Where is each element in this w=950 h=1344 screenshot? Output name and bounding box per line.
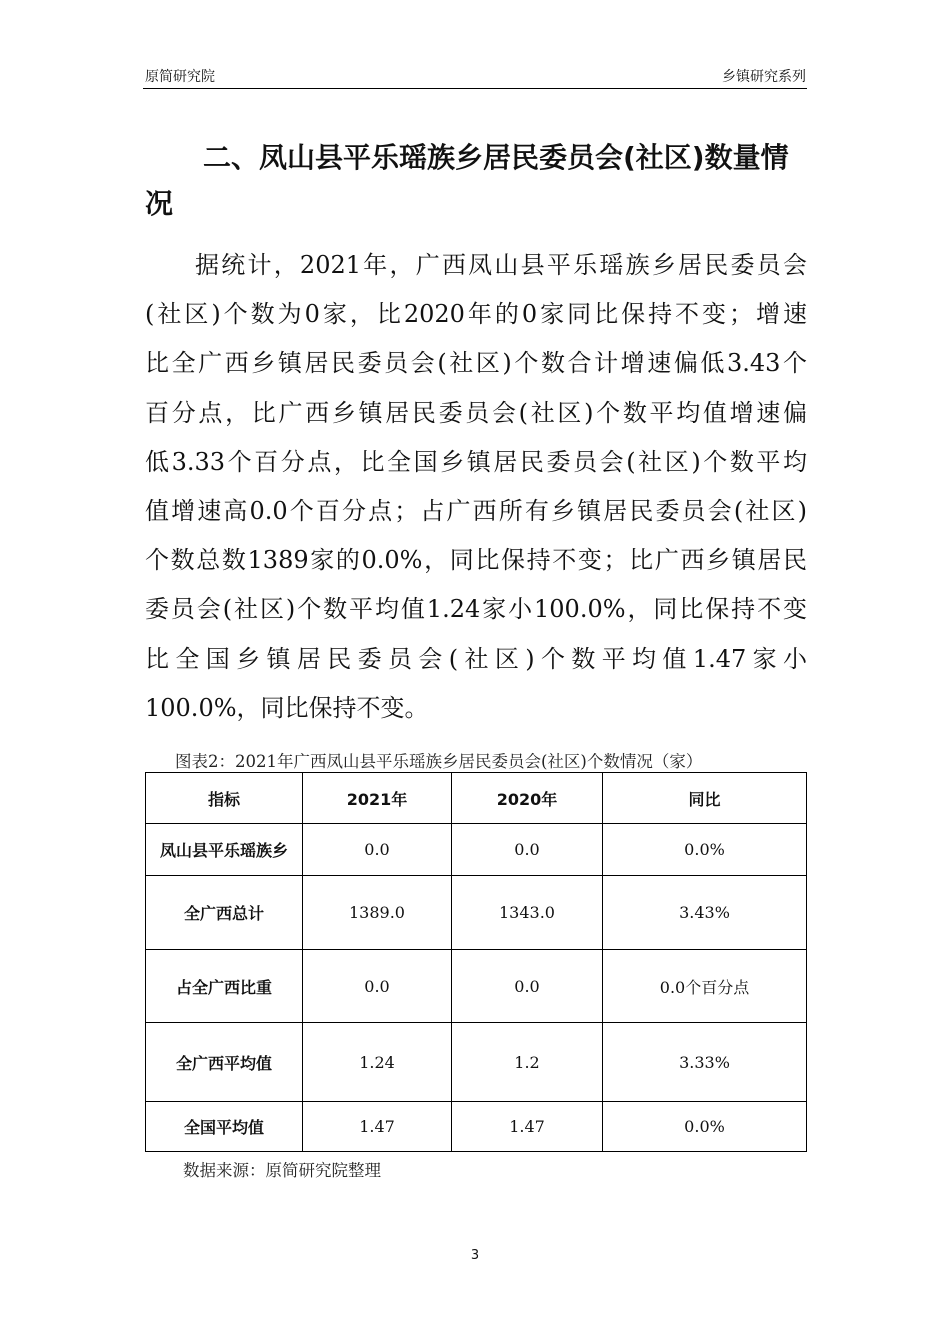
- paragraph-line: 100.0%，同比保持不变。: [145, 693, 429, 722]
- paragraph-line: 比全国乡镇居民委员会(社区)个数平均值1.47家小: [145, 644, 807, 673]
- paragraph-line: 百分点，比广西乡镇居民委员会(社区)个数平均值增速偏: [145, 398, 807, 427]
- cell: 0.0: [452, 950, 603, 1023]
- cell: 3.43%: [603, 876, 807, 950]
- row-label: 占全广西比重: [146, 950, 303, 1023]
- table-header-row: [146, 773, 807, 824]
- table-row: [146, 1102, 807, 1152]
- header-divider: [143, 88, 807, 89]
- header-cell: 2020年: [452, 773, 603, 824]
- paragraph-line: 个数总数1389家的0.0%，同比保持不变；比广西乡镇居民: [145, 546, 807, 575]
- header-cell: 2021年: [303, 773, 452, 824]
- cell: 1.47: [452, 1102, 603, 1152]
- cell: 1.47: [303, 1102, 452, 1152]
- section-title-cont: 况: [145, 187, 174, 220]
- table-row: [146, 950, 807, 1023]
- cell: 0.0个百分点: [603, 950, 807, 1023]
- cell: 1389.0: [303, 876, 452, 950]
- paragraph-line: 委员会(社区)个数平均值1.24家小100.0%，同比保持不变: [145, 595, 807, 624]
- cell: 3.33%: [603, 1023, 807, 1102]
- paragraph-line: 低3.33个百分点，比全国乡镇居民委员会(社区)个数平均: [145, 447, 807, 476]
- cell: 0.0: [452, 824, 603, 876]
- paragraph-line: 比全广西乡镇居民委员会(社区)个数合计增速偏低3.43个: [145, 349, 807, 378]
- paragraph-line: 值增速高0.0个百分点；占广西所有乡镇居民委员会(社区): [145, 496, 807, 525]
- cell: 0.0: [303, 824, 452, 876]
- table-row: [146, 824, 807, 876]
- cell: 0.0%: [603, 824, 807, 876]
- section-title: 二、凤山县平乐瑶族乡居民委员会(社区)数量情: [203, 141, 789, 174]
- table-row: [146, 1023, 807, 1102]
- table-caption: 图表2：2021年广西凤山县平乐瑶族乡居民委员会(社区)个数情况（家）: [175, 752, 703, 771]
- cell: 0.0: [303, 950, 452, 1023]
- header-left: 原简研究院: [145, 69, 215, 85]
- cell: 1.24: [303, 1023, 452, 1102]
- page-number: 3: [470, 1248, 480, 1263]
- header-cell: 同比: [603, 773, 807, 824]
- data-source: 数据来源：原简研究院整理: [183, 1161, 381, 1180]
- header-cell: 指标: [146, 773, 303, 824]
- row-label: 全广西总计: [146, 876, 303, 950]
- row-label: 全广西平均值: [146, 1023, 303, 1102]
- row-label: 凤山县平乐瑶族乡: [146, 824, 303, 876]
- paragraph-line: (社区)个数为0家，比2020年的0家同比保持不变；增速: [145, 300, 807, 329]
- cell: 0.0%: [603, 1102, 807, 1152]
- cell: 1.2: [452, 1023, 603, 1102]
- cell: 1343.0: [452, 876, 603, 950]
- row-label: 全国平均值: [146, 1102, 303, 1152]
- table-row: [146, 876, 807, 950]
- data-table: [145, 772, 807, 1152]
- header-right: 乡镇研究系列: [722, 69, 806, 85]
- paragraph-line: 据统计，2021年，广西凤山县平乐瑶族乡居民委员会: [195, 251, 807, 279]
- body-paragraph: [145, 244, 807, 736]
